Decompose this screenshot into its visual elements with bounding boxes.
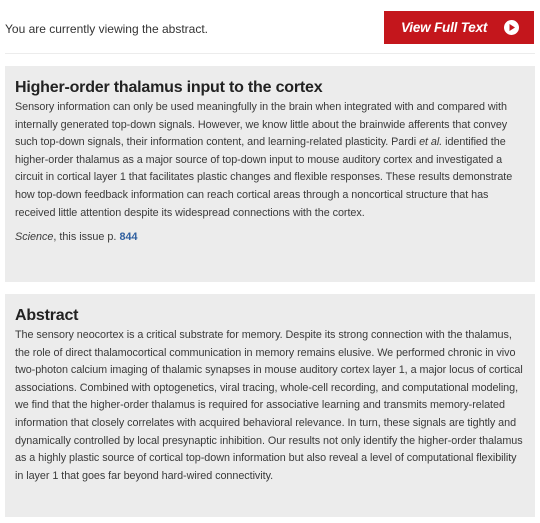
citation-text: , this issue p. xyxy=(53,231,120,244)
citation xyxy=(15,229,525,246)
editor-summary-section xyxy=(5,66,535,282)
abstract-section xyxy=(5,294,535,517)
abstract-title: Abstract xyxy=(15,307,79,324)
editor-summary-body xyxy=(15,99,525,222)
editor-summary-title: Higher-order thalamus input to the cortex xyxy=(15,79,323,96)
divider xyxy=(5,53,535,54)
viewing-notice-text: You are currently viewing the abstract. xyxy=(5,22,208,36)
abstract-body: The sensory neocortex is a critical substrate for memory. Despite its strong connection with the thalamus, the role of direct thalamocortical communication in memory remains elusive. We performed chronic in vivo two-photon calcium imaging of thalamic synapses in mouse auditory cortex layer 1, a major locus of cortical associations. Combined with optogenetics, viral tracing, whole-cell recording, and computational modeling, we find that the higher-order thalamus is required for associative learning and transmits memory-related information that closely correlates with acquired behavioral relevance. In turn, these signals are tightly and dynamically controlled by local presynaptic inhibition. Our results not only identify the higher-order thalamus as a highly plastic source of cortical top-down information but also reveal a level of computational flexibility in layer 1 that goes far beyond hard-wired connectivity. xyxy=(15,329,523,482)
citation-journal: Science xyxy=(15,231,54,244)
abstract-notice-bar xyxy=(0,8,540,48)
editor-summary-text-1: Sensory information can only be used meaningfully in the brain when integrated with and compared with internally generated top-down signals. However, we know little about the brainwide afferents that convey such top-down signals, their information content, and learning-related plasticity. Pardi xyxy=(15,101,508,149)
citation-page-link[interactable]: 844 xyxy=(119,231,138,244)
play-arrow-icon xyxy=(504,20,519,35)
view-full-text-label: View Full Text xyxy=(401,20,488,35)
view-full-text-button[interactable] xyxy=(384,11,534,44)
editor-summary-text-2: identified the higher-order thalamus as a major source of top-down input to mouse auditory cortex and investigated a circuit in cortical layer 1 that facilitates plastic changes and flexible responses. These results demonstrate how top-down feedback information can reach cortical areas through a noncortical structure that has received little attention despite its widespread connections with the cortex. xyxy=(15,136,513,219)
editor-summary-etal: et al. xyxy=(419,136,443,149)
